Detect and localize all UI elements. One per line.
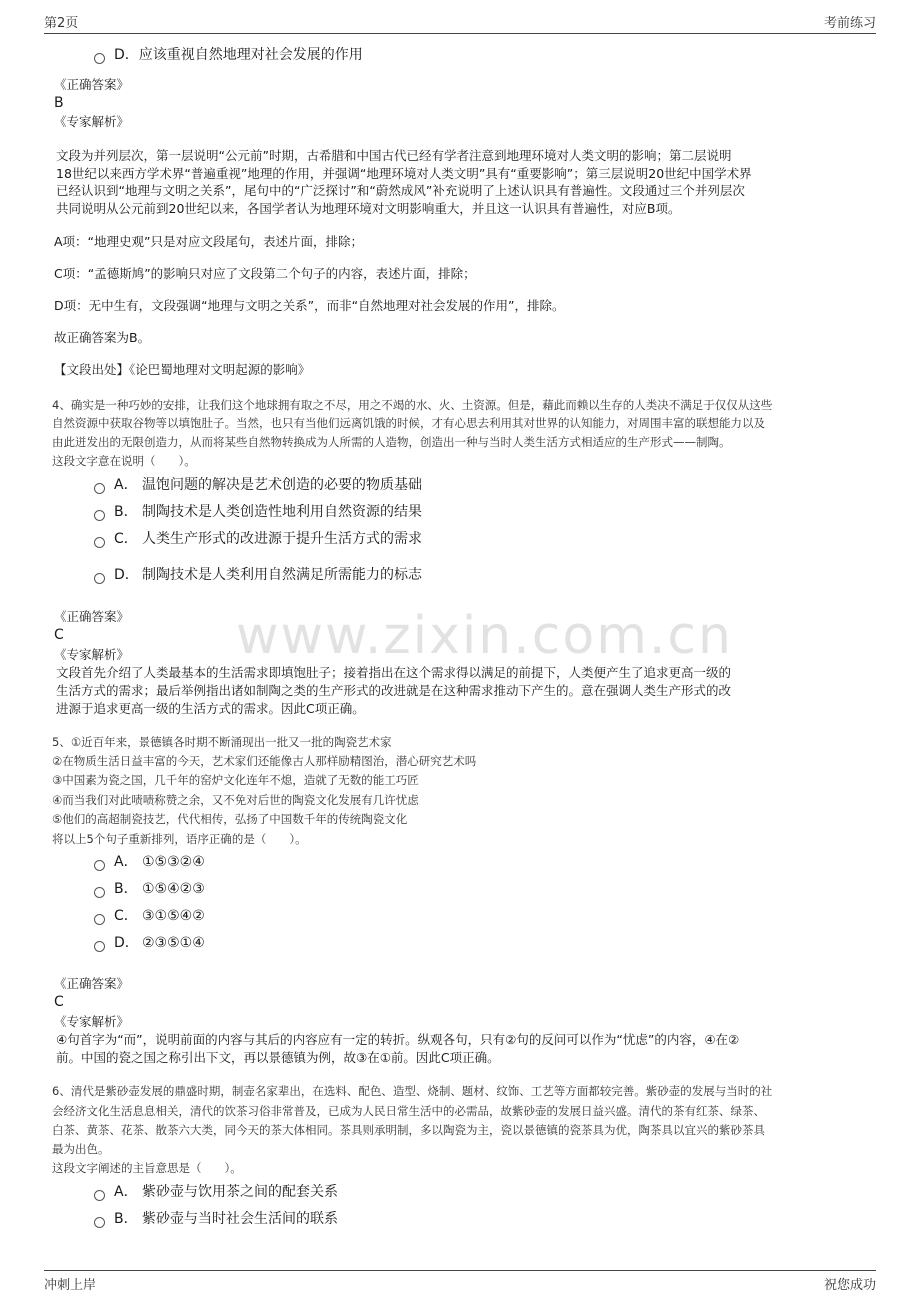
q5-option-c[interactable] xyxy=(94,907,205,925)
option-text: ②③⑤①④ xyxy=(142,935,205,951)
radio-icon[interactable] xyxy=(94,860,105,871)
radio-icon[interactable] xyxy=(94,1190,105,1201)
footer-left-text: 冲刺上岸 xyxy=(44,1278,97,1293)
radio-icon[interactable] xyxy=(94,941,105,952)
option-label: B． xyxy=(114,1211,138,1227)
q5-analysis-line: ④句首字为“而”，说明前面的内容与其后的内容应有一定的转折。纵观各句，只有②句的反问可以作为“忧虑”的内容，④在② xyxy=(56,1032,740,1047)
q4-option-c[interactable] xyxy=(94,530,422,548)
q3-para-c: C项：“孟德斯鸠”的影响只对应了文段第二个句子的内容，表述片面，排除； xyxy=(54,266,476,281)
q5-answer: C xyxy=(54,994,64,1010)
q6-stem-line: 白茶、黄茶、花茶、散茶六大类，同今天的茶大体相同。茶具则承明制，多以陶瓷为主，瓷以景德镇的瓷茶具为优，陶茶具以宜兴的紫砂茶具 xyxy=(52,1123,765,1137)
q4-answer-label: 《正确答案》 xyxy=(54,609,130,624)
q6-question: 这段文字阐述的主旨意思是（ ）。 xyxy=(52,1161,242,1175)
q5-option-a[interactable] xyxy=(94,853,205,871)
q5-option-b[interactable] xyxy=(94,880,205,898)
header-divider xyxy=(44,33,876,34)
option-label: A． xyxy=(114,854,138,870)
radio-icon[interactable] xyxy=(94,53,105,64)
radio-icon[interactable] xyxy=(94,510,105,521)
q4-option-a[interactable] xyxy=(94,476,422,494)
q5-analysis-label: 《专家解析》 xyxy=(54,1014,130,1029)
q6-stem-line: 6、清代是紫砂壶发展的鼎盛时期，制壶名家辈出，在选料、配色、造型、烧制、题材、纹饰、工艺等方面都较完善。紫砂壶的发展与当时的社 xyxy=(52,1084,773,1098)
option-text: 紫砂壶与饮用茶之间的配套关系 xyxy=(142,1184,338,1200)
q4-stem-line: 由此迸发出的无限创造力，从而将某些自然物转换成为人所需的人造物，创造出一种与当时人类生活方式相适应的生产形式——制陶。 xyxy=(52,435,731,449)
option-text: ①⑤④②③ xyxy=(142,881,205,897)
q4-question: 这段文字意在说明（ ）。 xyxy=(52,454,196,468)
q5-question: 将以上5个句子重新排列，语序正确的是（ ）。 xyxy=(52,832,307,846)
q3-para-d: D项：无中生有，文段强调“地理与文明之关系”，而非“自然地理对社会发展的作用”，排除。 xyxy=(54,298,565,313)
q4-analysis-line: 文段首先介绍了人类最基本的生活需求即填饱肚子；接着指出在这个需求得以满足的前提下，人类便产生了追求更高一级的 xyxy=(56,665,732,680)
option-text: ①⑤③②④ xyxy=(142,854,205,870)
watermark: www.zixin.com.cn xyxy=(236,606,733,666)
option-label: B． xyxy=(114,881,138,897)
q5-option-d[interactable] xyxy=(94,934,205,952)
radio-icon[interactable] xyxy=(94,537,105,548)
q5-analysis-line: 前。中国的瓷之国之称引出下文，再以景德镇为例，故③在①前。因此C项正确。 xyxy=(56,1050,500,1065)
q5-stem-line: ④而当我们对此啧啧称赞之余，又不免对后世的陶瓷文化发展有几许忧虑 xyxy=(52,793,419,807)
q5-stem-line: ③中国素为瓷之国，几千年的窑炉文化连年不熄，造就了无数的能工巧匠 xyxy=(52,773,419,787)
option-text: ③①⑤④② xyxy=(142,908,205,924)
q3-analysis-label: 《专家解析》 xyxy=(54,114,130,129)
q6-stem-line: 最为出色。 xyxy=(52,1142,110,1156)
option-label: A． xyxy=(114,477,138,493)
radio-icon[interactable] xyxy=(94,1217,105,1228)
q3-answer-label: 《正确答案》 xyxy=(54,77,130,92)
option-label: A． xyxy=(114,1184,138,1200)
radio-icon[interactable] xyxy=(94,573,105,584)
option-label: B． xyxy=(114,504,138,520)
q5-answer-label: 《正确答案》 xyxy=(54,976,130,991)
option-text: 温饱问题的解决是艺术创造的必要的物质基础 xyxy=(142,477,422,493)
q4-analysis-label: 《专家解析》 xyxy=(54,647,130,662)
q3-analysis-line: 已经认识到“地理与文明之关系”，尾句中的“广泛探讨”和“蔚然成风”补充说明了上述认识具有普遍性。文段通过三个并列层次 xyxy=(56,183,745,198)
option-label: D． xyxy=(114,567,139,583)
page-number: 第2页 xyxy=(44,16,79,31)
q4-option-b[interactable] xyxy=(94,503,422,521)
option-text: 人类生产形式的改进源于提升生活方式的需求 xyxy=(142,531,422,547)
q6-option-a[interactable] xyxy=(94,1183,338,1201)
q3-answer: B xyxy=(54,95,64,111)
q6-option-b[interactable] xyxy=(94,1210,338,1228)
option-label: D． xyxy=(114,935,139,951)
q3-option-d-text: D．应该重视自然地理对社会发展的作用 xyxy=(114,47,363,63)
q5-stem-line: 5、①近百年来，景德镇各时期不断涌现出一批又一批的陶瓷艺术家 xyxy=(52,735,392,749)
q3-analysis-line: 共同说明从公元前到20世纪以来，各国学者认为地理环境对文明影响重大，并且这一认识具有普遍性，对应B项。 xyxy=(56,201,681,216)
footer-right-text: 祝您成功 xyxy=(823,1278,876,1293)
footer-divider xyxy=(44,1270,876,1271)
q3-analysis-line: 18世纪以来西方学术界“普遍重视”地理的作用，并强调“地理环境对人类文明”具有“重要影响”；第三层说明20世纪中国学术界 xyxy=(56,166,752,181)
q4-option-d[interactable] xyxy=(94,566,422,584)
q4-answer: C xyxy=(54,627,64,643)
option-label: C． xyxy=(114,531,138,547)
q5-stem-line: ②在物质生活日益丰富的今天，艺术家们还能像古人那样励精图治，潜心研究艺术吗 xyxy=(52,754,477,768)
q4-analysis-line: 生活方式的需求；最后举例指出诸如制陶之类的生产形式的改进就是在这种需求推动下产生的。意在强调人类生产形式的改 xyxy=(56,683,732,698)
q3-analysis-line: 文段为并列层次，第一层说明“公元前”时期，古希腊和中国古代已经有学者注意到地理环境对人类文明的影响；第二层说明 xyxy=(56,148,732,163)
q4-stem-line: 自然资源中获取谷物等以填饱肚子。当然，也只有当他们远离饥饿的时候，才有心思去利用其对世界的认知能力，对周围丰富的联想能力以及 xyxy=(52,416,765,430)
q3-conclusion: 故正确答案为B。 xyxy=(54,330,151,345)
q3-option-d[interactable] xyxy=(94,46,363,64)
option-text: 制陶技术是人类利用自然满足所需能力的标志 xyxy=(142,567,422,583)
radio-icon[interactable] xyxy=(94,914,105,925)
q4-stem-line: 4、确实是一种巧妙的安排，让我们这个地球拥有取之不尽，用之不竭的水、火、土资源。但是，藉此而赖以生存的人类决不满足于仅仅从这些 xyxy=(52,398,773,412)
radio-icon[interactable] xyxy=(94,887,105,898)
q5-stem-line: ⑤他们的高超制瓷技艺，代代相传，弘扬了中国数千年的传统陶瓷文化 xyxy=(52,812,408,826)
q3-para-a: A项：“地理史观”只是对应文段尾句，表述片面，排除； xyxy=(54,234,364,249)
radio-icon[interactable] xyxy=(94,483,105,494)
option-label: C． xyxy=(114,908,138,924)
q6-stem-line: 会经济文化生活息息相关，清代的饮茶习俗非常普及，已成为人民日常生活中的必需品，故紫砂壶的发展日益兴盛。清代的茶有红茶、绿茶、 xyxy=(52,1104,765,1118)
header-right-text: 考前练习 xyxy=(823,16,876,31)
q3-source: 【文段出处】《论巴蜀地理对文明起源的影响》 xyxy=(54,362,311,377)
q4-analysis-line: 进源于追求更高一级的生活方式的需求。因此C项正确。 xyxy=(56,701,365,716)
option-text: 制陶技术是人类创造性地利用自然资源的结果 xyxy=(142,504,422,520)
option-text: 紫砂壶与当时社会生活间的联系 xyxy=(142,1211,338,1227)
